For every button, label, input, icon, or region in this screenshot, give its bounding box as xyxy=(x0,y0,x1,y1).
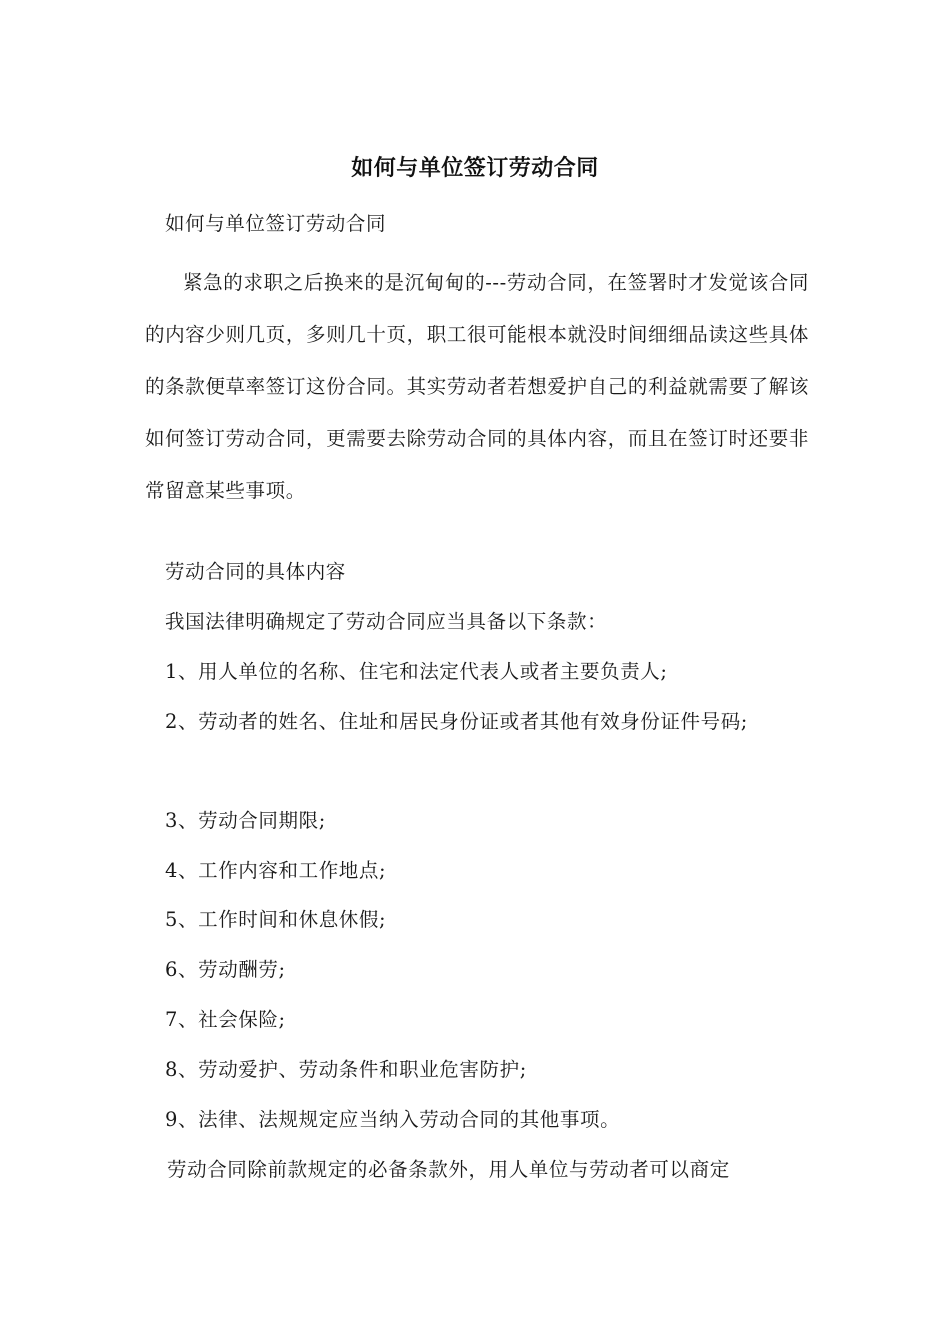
section-heading: 劳动合同的具体内容 xyxy=(165,560,346,583)
document-subtitle: 如何与单位签订劳动合同 xyxy=(165,212,387,235)
clause-item-1: 1、用人单位的名称、住宅和法定代表人或者主要负责人; xyxy=(165,660,668,683)
clause-item-5: 5、工作时间和休息休假; xyxy=(165,908,387,931)
clause-item-4: 4、工作内容和工作地点; xyxy=(165,859,387,882)
clause-item-9: 9、法律、法规规定应当纳入劳动合同的其他事项。 xyxy=(165,1108,621,1131)
clause-item-6: 6、劳动酬劳; xyxy=(165,958,286,981)
clause-item-2: 2、劳动者的姓名、住址和居民身份证或者其他有效身份证件号码; xyxy=(165,710,748,733)
clause-item-3: 3、劳动合同期限; xyxy=(165,809,326,832)
document-title: 如何与单位签订劳动合同 xyxy=(351,156,599,181)
section-lead: 我国法律明确规定了劳动合同应当具备以下条款： xyxy=(165,610,608,633)
clause-item-7: 7、社会保险; xyxy=(165,1008,286,1031)
closing-line: 劳动合同除前款规定的必备条款外，用人单位与劳动者可以商定 xyxy=(167,1158,730,1181)
intro-paragraph: 紧急的求职之后换来的是沉甸甸的---劳动合同，在签署时才发觉该合同的内容少则几页，多则几十页，职工很可能根本就没时间细细品读这些具体的条款便草率签订这份合同。其实劳动者若想爱护自己的利益就需要了解该如何签订劳动合同，更需要去除劳动合同的具体内容，而且在签订时还要非常留意某些事项。 xyxy=(145,271,809,502)
clause-item-8: 8、劳动爱护、劳动条件和职业危害防护; xyxy=(165,1058,527,1081)
